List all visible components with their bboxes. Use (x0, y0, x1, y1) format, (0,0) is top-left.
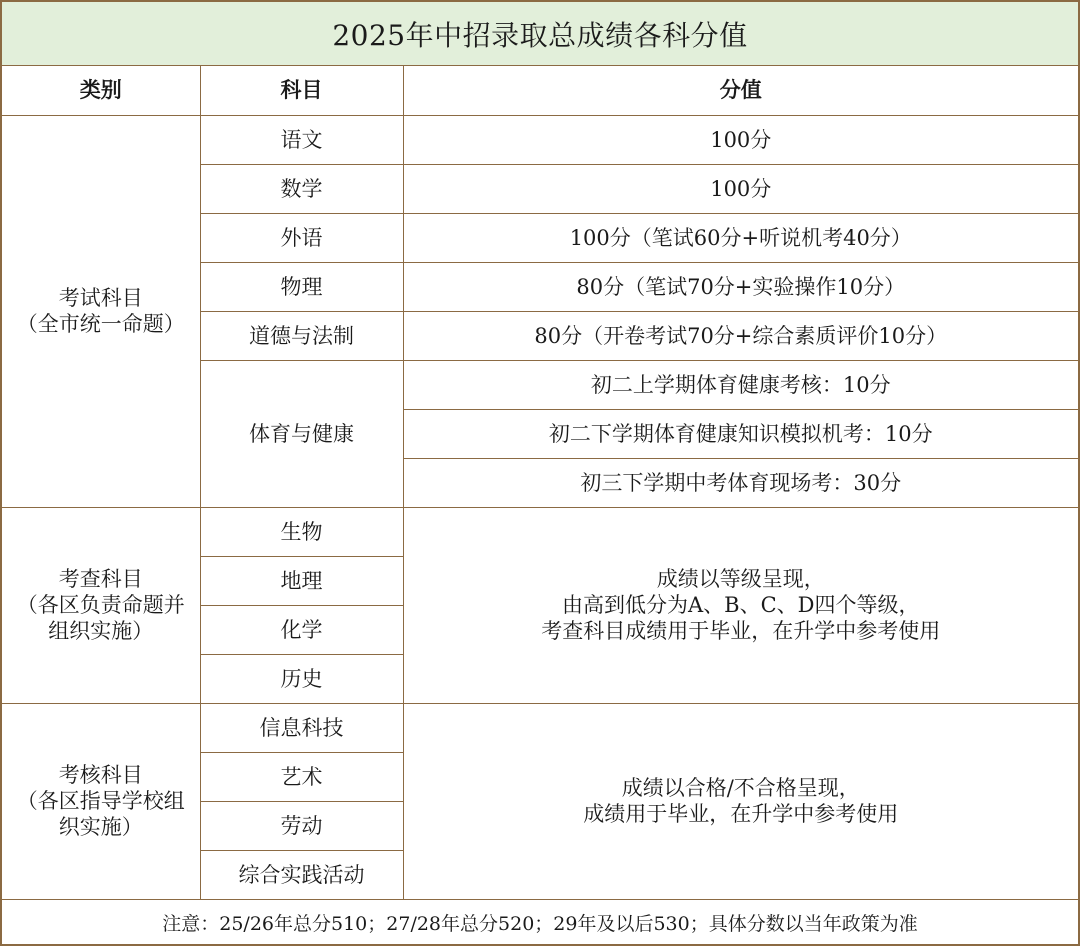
table-row (2, 703, 1078, 752)
subject-cell: 数学 (200, 164, 403, 213)
score-cell: 100分 (403, 115, 1078, 164)
subject-cell: 物理 (200, 262, 403, 311)
score-cell: 100分（笔试60分+听说机考40分） (403, 213, 1078, 262)
subject-cell: 艺术 (200, 752, 403, 801)
subject-cell: 化学 (200, 605, 403, 654)
score-table (2, 66, 1078, 900)
page-title: 2025年中招录取总成绩各科分值 (2, 2, 1078, 66)
header-category: 类别 (2, 66, 200, 115)
subject-cell: 历史 (200, 654, 403, 703)
subject-cell: 综合实践活动 (200, 850, 403, 899)
score-cell: 初二下学期体育健康知识模拟机考：10分 (403, 409, 1078, 458)
header-row (2, 66, 1078, 115)
table-row (2, 115, 1078, 164)
subject-cell: 生物 (200, 507, 403, 556)
subject-cell: 外语 (200, 213, 403, 262)
header-subject: 科目 (200, 66, 403, 115)
score-cell: 80分（笔试70分+实验操作10分） (403, 262, 1078, 311)
subject-cell: 地理 (200, 556, 403, 605)
footnote: 注意：25/26年总分510；27/28年总分520；29年及以后530；具体分数以当年政策为准 (2, 899, 1078, 945)
category-cell-assessment: 考核科目 （各区指导学校组 织实施） (2, 703, 200, 899)
category-cell-exam: 考试科目 （全市统一命题） (2, 115, 200, 507)
subject-cell: 体育与健康 (200, 360, 403, 507)
subject-cell: 劳动 (200, 801, 403, 850)
subject-cell: 道德与法制 (200, 311, 403, 360)
subject-cell: 信息科技 (200, 703, 403, 752)
score-cell-merged: 成绩以等级呈现， 由高到低分为A、B、C、D四个等级， 考查科目成绩用于毕业，在升学中参考使用 (403, 507, 1078, 703)
table-row (2, 507, 1078, 556)
score-cell: 初二上学期体育健康考核：10分 (403, 360, 1078, 409)
category-cell-review: 考查科目 （各区负责命题并 组织实施） (2, 507, 200, 703)
score-cell: 初三下学期中考体育现场考：30分 (403, 458, 1078, 507)
score-cell-merged: 成绩以合格/不合格呈现， 成绩用于毕业，在升学中参考使用 (403, 703, 1078, 899)
subject-cell: 语文 (200, 115, 403, 164)
score-cell: 100分 (403, 164, 1078, 213)
header-score: 分值 (403, 66, 1078, 115)
score-cell: 80分（开卷考试70分+综合素质评价10分） (403, 311, 1078, 360)
